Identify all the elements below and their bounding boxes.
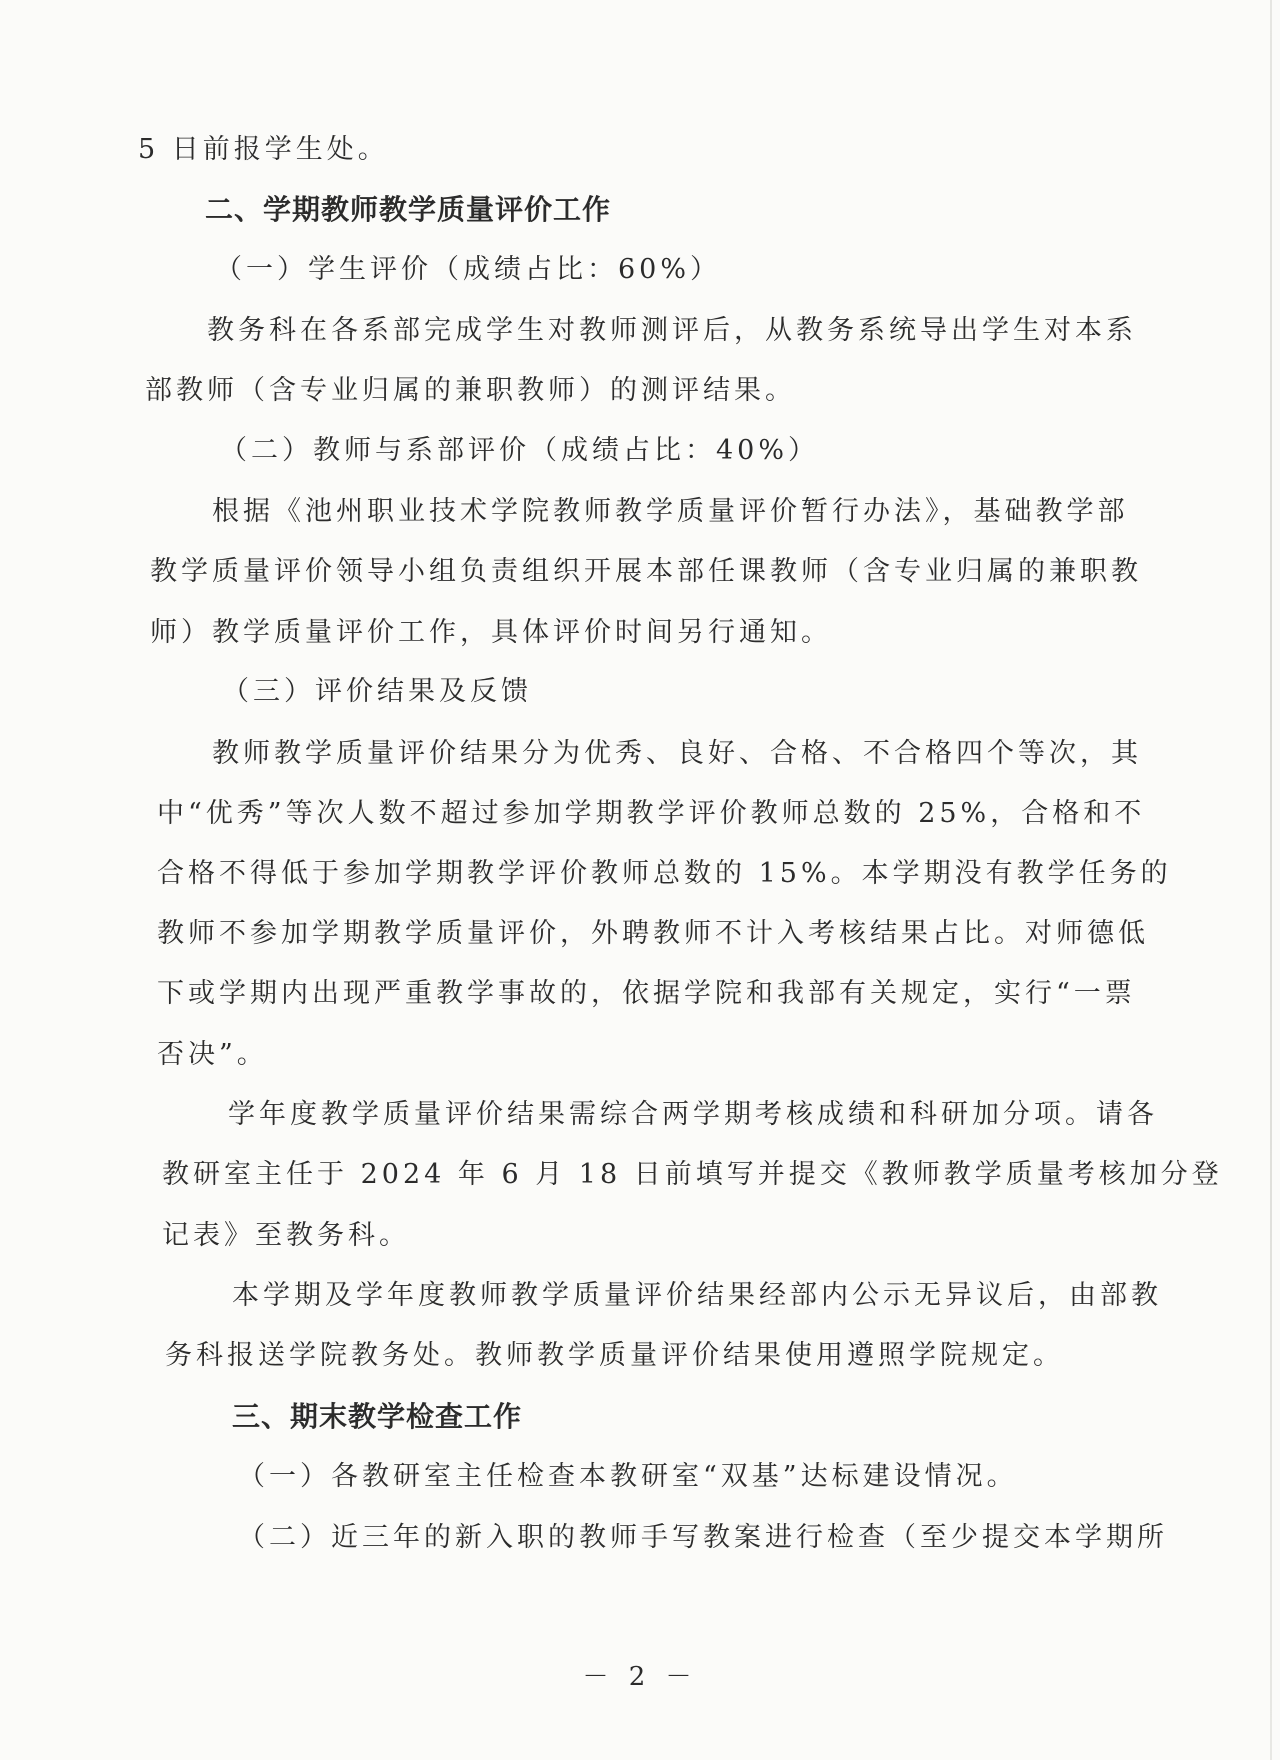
- text-line-13: 合格不得低于参加学期教学评价教师总数的 15%。本学期没有教学任务的: [157, 858, 1172, 889]
- page-number: － 2 －: [582, 1662, 698, 1692]
- subheading-2-3: （三）评价结果及反馈: [222, 676, 532, 707]
- scan-edge: [1270, 0, 1272, 1760]
- text-line-12: 中“优秀”等次人数不超过参加学期教学评价教师总数的 25%，合格和不: [157, 798, 1146, 829]
- text-line-4: 教务科在各系部完成学生对教师测评后，从教务系统导出学生对本系: [207, 315, 1137, 346]
- subheading-2-2: （二）教师与系部评价（成绩占比：40%）: [220, 435, 820, 466]
- text-line-23: （一）各教研室主任检查本教研室“双基”达标建设情况。: [238, 1461, 1018, 1492]
- section-heading-3: 三、期末教学检查工作: [232, 1400, 523, 1433]
- section-heading-2: 二、学期教师教学质量评价工作: [205, 193, 612, 226]
- text-line-16: 否决”。: [157, 1039, 268, 1070]
- text-line-19: 记表》至教务科。: [162, 1220, 410, 1251]
- text-line-24: （二）近三年的新入职的教师手写教案进行检查（至少提交本学期所: [238, 1522, 1168, 1553]
- text-line-15: 下或学期内出现严重教学事故的，依据学院和我部有关规定，实行“一票: [157, 978, 1136, 1009]
- subheading-2-1: （一）学生评价（成绩占比：60%）: [215, 254, 722, 285]
- text-line-17: 学年度教学质量评价结果需综合两学期考核成绩和科研加分项。请各: [228, 1099, 1158, 1130]
- text-line-8: 教学质量评价领导小组负责组织开展本部任课教师（含专业归属的兼职教: [150, 556, 1142, 587]
- text-line-7: 根据《池州职业技术学院教师教学质量评价暂行办法》，基础教学部: [212, 496, 1129, 527]
- text-line-11: 教师教学质量评价结果分为优秀、良好、合格、不合格四个等次，其: [212, 738, 1142, 769]
- text-line-18: 教研室主任于 2024 年 6 月 18 日前填写并提交《教师教学质量考核加分登: [162, 1159, 1223, 1190]
- text-line-9: 师）教学质量评价工作，具体评价时间另行通知。: [150, 617, 832, 648]
- text-line-20: 本学期及学年度教师教学质量评价结果经部内公示无异议后，由部教: [232, 1280, 1162, 1311]
- text-line-5: 部教师（含专业归属的兼职教师）的测评结果。: [145, 375, 796, 406]
- text-line-14: 教师不参加学期教学质量评价，外聘教师不计入考核结果占比。对师德低: [157, 918, 1149, 949]
- text-line-21: 务科报送学院教务处。教师教学质量评价结果使用遵照学院规定。: [165, 1340, 1064, 1371]
- text-line-1: 5 日前报学生处。: [138, 134, 389, 165]
